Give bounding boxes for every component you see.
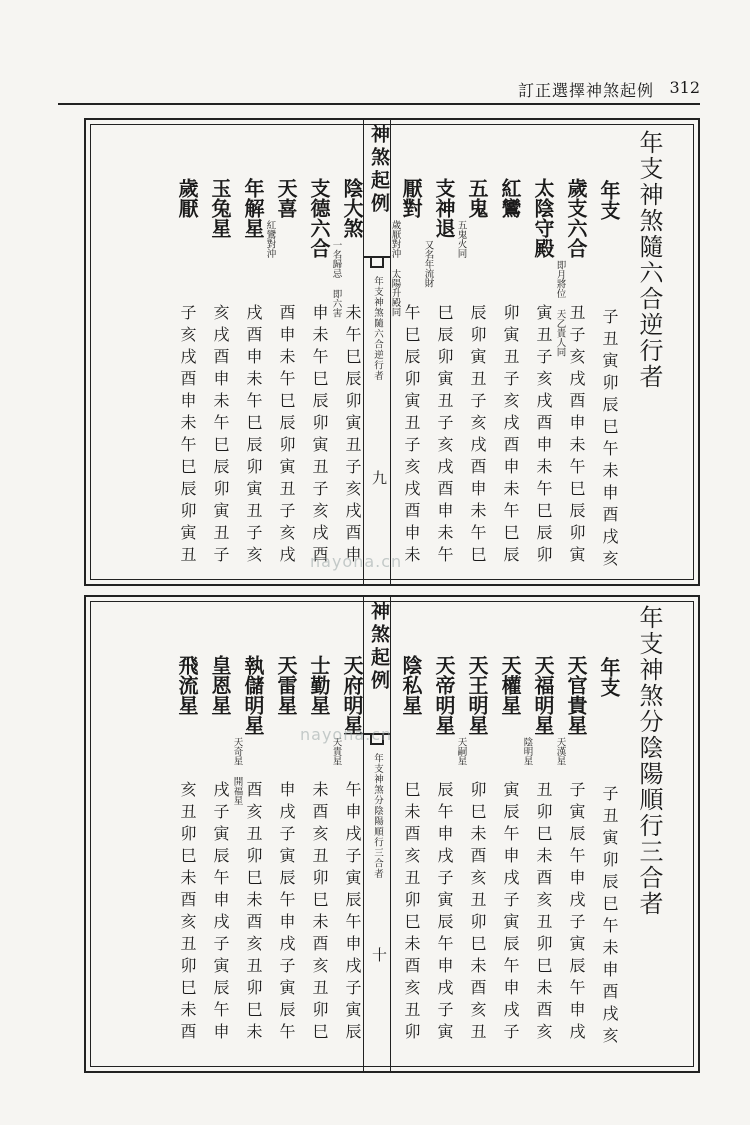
row-sequence: 亥戌酉申未午巳辰卯寅丑子 <box>211 304 230 568</box>
row-name: 天權星 <box>498 655 522 715</box>
row-name: 陰私星 <box>399 655 423 715</box>
fold-section-title: 年支神煞分陰陽順行三合者 <box>372 753 383 879</box>
row-sequence: 未午巳辰卯寅丑子亥戌酉申 <box>343 304 362 568</box>
folio-number: 十 <box>370 947 388 962</box>
row-note: 又名年流財 <box>422 240 434 288</box>
row-note: 天奇星 開福星 <box>231 737 243 805</box>
row-name: 天王明星 <box>465 655 489 735</box>
row-sequence: 申戌子寅辰午申戌子寅辰午 <box>277 781 296 1045</box>
section-title: 年支神煞隨六合逆行者 <box>635 130 663 390</box>
book-title-vertical: 神煞起例 <box>368 601 390 693</box>
row-name: 年支 <box>597 180 621 220</box>
top-page-panel <box>84 118 700 586</box>
row-note: 天貴星 <box>330 737 342 766</box>
folio-number: 九 <box>370 470 388 485</box>
row-name: 皇恩星 <box>208 655 232 715</box>
row-name: 士勤星 <box>307 655 331 715</box>
fold-column <box>363 118 391 586</box>
row-sequence: 子丑寅卯辰巳午未申酉戌亥 <box>600 308 619 572</box>
row-sequence: 申未午巳辰卯寅丑子亥戌酉 <box>310 304 329 568</box>
row-name: 天雷星 <box>274 655 298 715</box>
row-name: 玉兔星 <box>208 178 232 238</box>
row-name: 天府明星 <box>340 655 364 735</box>
row-sequence: 午申戌子寅辰午申戌子寅辰 <box>343 781 362 1045</box>
row-name: 紅鸞 <box>498 178 522 218</box>
row-sequence: 寅丑子亥戌酉申未午巳辰卯 <box>534 304 553 568</box>
row-sequence: 卯寅丑子亥戌酉申未午巳辰 <box>501 304 520 568</box>
row-sequence: 寅辰午申戌子寅辰午申戌子 <box>501 781 520 1045</box>
row-name: 天官貴星 <box>564 655 588 735</box>
row-note: 五鬼火同 <box>455 220 467 258</box>
row-note: 歲厭對沖 太陽升殿同 <box>389 220 401 317</box>
row-name: 支神退 <box>432 178 456 238</box>
row-name: 歲支六合 <box>564 178 588 258</box>
bottom-page-panel <box>84 595 700 1073</box>
row-sequence: 巳辰卯寅丑子亥戌酉申未午 <box>435 304 454 568</box>
row-sequence: 子寅辰午申戌子寅辰午申戌 <box>567 781 586 1045</box>
row-name: 年解星 <box>241 178 265 238</box>
row-name: 天福明星 <box>531 655 555 735</box>
row-note: 紅鸞對沖 <box>264 220 276 258</box>
row-name: 天帝明星 <box>432 655 456 735</box>
row-sequence: 巳未酉亥丑卯巳未酉亥丑卯 <box>402 781 421 1045</box>
watermark-text: nayona.cn <box>310 552 403 571</box>
header-rule <box>58 103 700 105</box>
page-number: 312 <box>669 78 700 97</box>
row-sequence: 子丑寅卯辰巳午未申酉戌亥 <box>600 785 619 1049</box>
row-name: 厭對 <box>399 178 423 218</box>
row-sequence: 戌酉申未午巳辰卯寅丑子亥 <box>244 304 263 568</box>
row-name: 太陰守殿 <box>531 178 555 258</box>
row-sequence: 丑子亥戌酉申未午巳辰卯寅 <box>567 304 586 568</box>
row-name: 陰大煞 <box>340 178 364 238</box>
row-sequence: 子亥戌酉申未午巳辰卯寅丑 <box>178 304 197 568</box>
row-note: 天嗣星 <box>455 737 467 766</box>
row-name: 飛流星 <box>175 655 199 715</box>
row-name: 執儲明星 <box>241 655 265 735</box>
row-name: 天喜 <box>274 178 298 218</box>
row-sequence: 丑卯巳未酉亥丑卯巳未酉亥 <box>534 781 553 1045</box>
row-name: 歲厭 <box>175 178 199 218</box>
row-sequence: 辰卯寅丑子亥戌酉申未午巳 <box>468 304 487 568</box>
running-header-title: 訂正選擇神煞起例 <box>517 81 654 100</box>
fishtail-mark <box>364 256 390 268</box>
row-note: 天漢星 <box>554 737 566 766</box>
row-sequence: 未酉亥丑卯巳未酉亥丑卯巳 <box>310 781 329 1045</box>
row-name: 支德六合 <box>307 178 331 258</box>
book-title-vertical: 神煞起例 <box>368 124 390 216</box>
row-sequence: 辰午申戌子寅辰午申戌子寅 <box>435 781 454 1045</box>
row-name: 年支 <box>597 657 621 697</box>
row-sequence: 酉亥丑卯巳未酉亥丑卯巳未 <box>244 781 263 1045</box>
row-sequence: 亥丑卯巳未酉亥丑卯巳未酉 <box>178 781 197 1045</box>
row-note: 陰明星 <box>521 737 533 766</box>
fold-section-title: 年支神煞隨六合逆行者 <box>372 276 383 381</box>
row-sequence: 卯巳未酉亥丑卯巳未酉亥丑 <box>468 781 487 1045</box>
row-sequence: 午巳辰卯寅丑子亥戌酉申未 <box>402 304 421 568</box>
row-sequence: 酉申未午巳辰卯寅丑子亥戌 <box>277 304 296 568</box>
row-sequence: 戌子寅辰午申戌子寅辰午申 <box>211 781 230 1045</box>
section-title: 年支神煞分陰陽順行三合者 <box>635 605 663 917</box>
fold-column <box>363 595 391 1073</box>
row-note: 一名歸忌 即六害 <box>330 240 342 318</box>
watermark-text: nayona.cn <box>300 725 393 744</box>
row-name: 五鬼 <box>465 178 489 218</box>
row-note: 即月將位 天乙貴人同 <box>554 260 566 357</box>
